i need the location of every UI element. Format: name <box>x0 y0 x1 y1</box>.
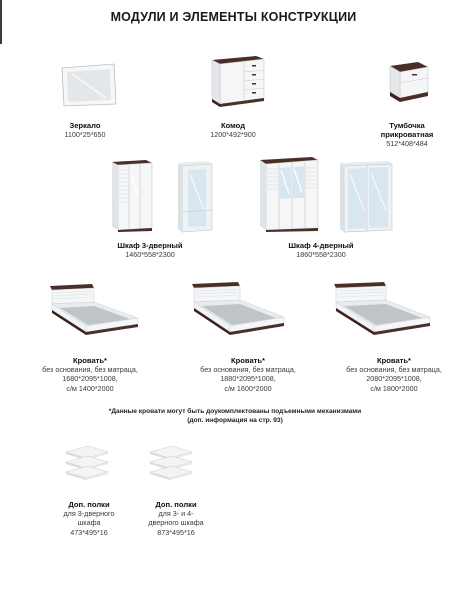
bed2-image <box>188 280 288 338</box>
shelf4-name: Доп. полки <box>155 500 197 509</box>
nightstand-name-2: прикроватная <box>380 130 434 140</box>
mirror-name: Зеркало <box>69 121 101 130</box>
bed2-caption <box>188 356 308 393</box>
nightstand-image <box>386 58 432 104</box>
wardrobe3-closed-image <box>110 158 154 232</box>
dresser-dims: 1200*492*900 <box>210 130 256 140</box>
mirror-caption <box>40 121 130 139</box>
footnote-line1: *Данные кровати могут быть доукомплектованы подъемными механизмами <box>108 408 362 415</box>
wardrobe3-caption <box>95 241 205 259</box>
dresser-image <box>206 52 268 108</box>
shelf3-caption <box>44 500 134 537</box>
bed3-name: Кровать* <box>376 356 412 365</box>
bed3-caption <box>334 356 454 393</box>
shelf4-image <box>146 444 196 484</box>
bed2-name: Кровать* <box>230 356 266 365</box>
shelf4-line1: для 3- и 4- <box>158 509 194 519</box>
wardrobe3-dims: 1460*558*2300 <box>125 250 175 260</box>
beds-footnote <box>80 407 390 425</box>
bed1-line1: без основания, без матраца, <box>42 365 138 375</box>
bed2-line1: без основания, без матраца, <box>200 365 296 375</box>
mirror-image <box>58 62 118 108</box>
shelf4-line2: дверного шкафа <box>148 518 204 528</box>
nightstand-name-1: Тумбочка <box>389 121 425 130</box>
shelf4-dims: 873*495*16 <box>157 527 195 537</box>
bed1-line2: 1680*2095*1008, <box>62 374 118 384</box>
nightstand-caption <box>362 121 452 149</box>
wardrobe4-caption <box>266 241 376 259</box>
bed2-line3: с/м 1600*2000 <box>224 383 272 393</box>
wardrobe3-open-image <box>172 160 216 234</box>
dresser-caption <box>188 121 278 139</box>
bed1-name: Кровать* <box>72 356 108 365</box>
bed3-image <box>330 280 434 338</box>
shelf3-name: Доп. полки <box>68 500 110 509</box>
shelf3-line1: для 3-дверного <box>63 509 115 519</box>
wardrobe4-dims: 1860*558*2300 <box>296 250 346 260</box>
nightstand-dims: 512*408*484 <box>386 139 428 149</box>
bed2-line2: 1880*2095*1008, <box>220 374 276 384</box>
footnote-line2: (доп. информация на стр. 93) <box>187 417 283 424</box>
wardrobe3-name: Шкаф 3-дверный <box>117 241 183 250</box>
bed1-caption <box>30 356 150 393</box>
bed3-line2: 2080*2095*1008, <box>366 374 422 384</box>
wardrobe4-closed-image <box>258 156 320 232</box>
bed3-line1: без основания, без матраца, <box>346 365 442 375</box>
shelf3-line2: шкафа <box>77 518 101 528</box>
bed1-image <box>46 282 142 338</box>
bed1-line3: с/м 1400*2000 <box>66 383 114 393</box>
shelf3-dims: 473*495*16 <box>70 527 108 537</box>
wardrobe4-open-image <box>336 160 394 234</box>
shelf3-image <box>62 444 112 484</box>
wardrobe4-name: Шкаф 4-дверный <box>288 241 354 250</box>
shelf4-caption <box>128 500 224 537</box>
mirror-dims: 1100*25*650 <box>64 130 106 140</box>
bed3-line3: с/м 1800*2000 <box>370 383 418 393</box>
dresser-name: Комод <box>220 121 246 130</box>
page-title: МОДУЛИ И ЭЛЕМЕНТЫ КОНСТРУКЦИИ <box>110 10 357 24</box>
